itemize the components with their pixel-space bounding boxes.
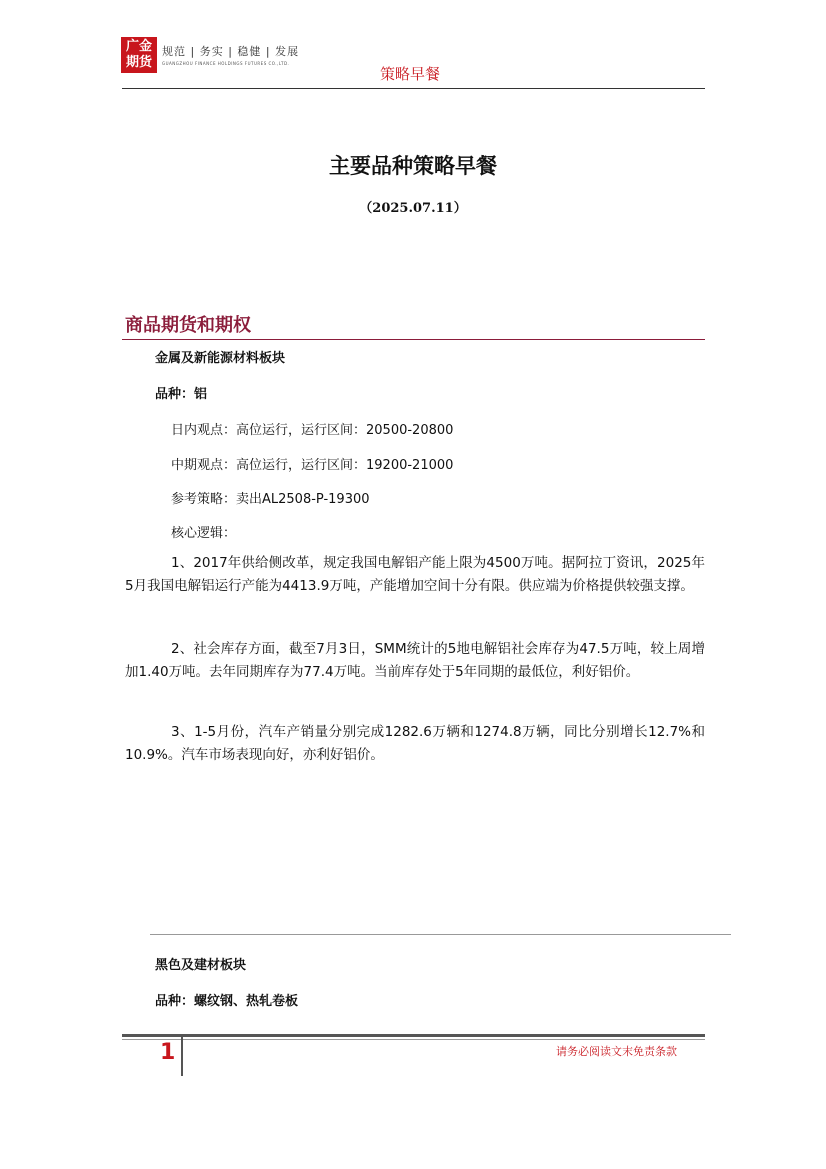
- footer-divider: [122, 1034, 705, 1037]
- sector-heading-metals: 金属及新能源材料板块: [155, 351, 286, 366]
- report-date: （2025.07.11）: [359, 201, 467, 216]
- logo-text: 广金期货: [125, 39, 152, 70]
- page-title: 主要品种策略早餐: [329, 154, 497, 178]
- core-logic-label: 核心逻辑：: [171, 526, 237, 541]
- logic-paragraph: 3、1-5月份，汽车产销量分别完成1282.6万辆和1274.8万辆，同比分别增长12.7%和10.9%。汽车市场表现向好，亦利好铝价。: [125, 724, 705, 763]
- logic-paragraph: 1、2017年供给侧改革，规定我国电解铝产能上限为4500万吨。据阿拉丁资讯，2025年5月我国电解铝运行产能为4413.9万吨，产能增加空间十分有限。供应端为价格提供较强支撑。: [125, 555, 705, 594]
- logic-paragraph: 2、社会库存方面，截至7月3日，SMM统计的5地电解铝社会库存为47.5万吨，较上周增加1.40万吨。去年同期库存为77.4万吨。当前库存处于5年同期的最低位，利好铝价。: [125, 641, 705, 680]
- midterm-view: 中期观点：高位运行，运行区间：19200-21000: [171, 458, 454, 473]
- company-slogan: 规范 | 务实 | 稳健 | 发展: [162, 45, 300, 58]
- company-logo: [121, 37, 157, 73]
- company-english-name: GUANGZHOU FINANCE HOLDINGS FUTURES CO.,LTD.: [162, 61, 290, 66]
- section-divider: [122, 339, 705, 340]
- reference-strategy: 参考策略：卖出AL2508-P-19300: [171, 492, 370, 507]
- doc-type-label: 策略早餐: [380, 65, 441, 83]
- header-divider: [122, 88, 705, 89]
- intraday-view: 日内观点：高位运行，运行区间：20500-20800: [171, 423, 454, 438]
- section-title: 商品期货和期权: [125, 315, 251, 336]
- page-number: 1: [160, 1040, 176, 1065]
- variety-aluminum: 品种：铝: [155, 387, 208, 402]
- content-divider: [150, 934, 731, 935]
- footer-divider-thin: [122, 1039, 705, 1040]
- disclaimer-note: 请务必阅读文末免责条款: [556, 1045, 677, 1058]
- footer-separator: [181, 1034, 183, 1076]
- variety-steel: 品种：螺纹钢、热轧卷板: [155, 994, 299, 1009]
- sector-heading-ferrous: 黑色及建材板块: [155, 958, 247, 973]
